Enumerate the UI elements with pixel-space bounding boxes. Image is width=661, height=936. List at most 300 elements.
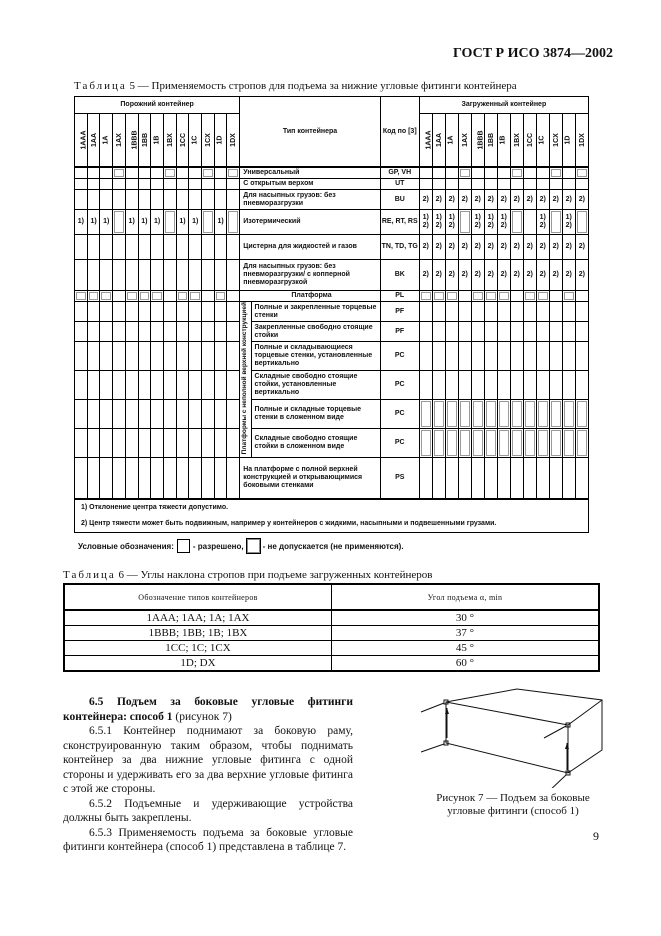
loaded-cell: [523, 371, 536, 400]
empty-cell: [151, 235, 164, 260]
loaded-cell: 2): [575, 190, 588, 210]
loaded-cell: [575, 167, 588, 179]
empty-cell: [125, 371, 138, 400]
loaded-container-header: Загруженный контейнер: [419, 97, 588, 114]
empty-cell: [100, 429, 113, 458]
empty-cell: [87, 322, 100, 342]
empty-cell: [163, 179, 176, 190]
loaded-cell: [458, 210, 471, 235]
table5-note-row: [75, 499, 589, 516]
loaded-cell: [510, 167, 523, 179]
empty-cell: 1): [138, 210, 151, 235]
column-header-loaded: [549, 114, 562, 168]
empty-cell: [214, 190, 227, 210]
empty-cell: [176, 371, 189, 400]
empty-cell: [87, 179, 100, 190]
empty-cell: [214, 371, 227, 400]
empty-cell: 1): [75, 210, 88, 235]
empty-cell: [163, 342, 176, 371]
empty-cell: [176, 429, 189, 458]
table-row: [75, 302, 589, 322]
loaded-cell: [458, 342, 471, 371]
container-lifting-illustration: [420, 688, 605, 788]
column-label: 1B: [153, 135, 161, 145]
container-code: TN, TD, TG: [380, 235, 419, 260]
empty-cell: [100, 322, 113, 342]
empty-cell: [163, 260, 176, 291]
loaded-cell: 2): [471, 190, 484, 210]
loaded-cell: 2): [510, 190, 523, 210]
empty-cell: [125, 302, 138, 322]
loaded-cell: [523, 167, 536, 179]
loaded-cell: [523, 429, 536, 458]
empty-cell: [75, 458, 88, 500]
loaded-cell: [432, 167, 445, 179]
empty-cell: [138, 179, 151, 190]
column-header-loaded: [432, 114, 445, 168]
empty-cell: [87, 400, 100, 429]
empty-cell: [189, 458, 202, 500]
loaded-cell: [432, 371, 445, 400]
container-code: PC: [380, 342, 419, 371]
figure-7-caption: [418, 792, 608, 818]
empty-cell: [125, 235, 138, 260]
empty-cell: [214, 458, 227, 500]
loaded-cell: [536, 322, 549, 342]
loaded-cell: [458, 322, 471, 342]
column-label: 1BBB: [477, 130, 485, 150]
empty-cell: [163, 458, 176, 500]
empty-cell: [176, 322, 189, 342]
table-row: [64, 626, 599, 641]
empty-cell: [75, 190, 88, 210]
empty-cell: [75, 400, 88, 429]
empty-cell: [151, 302, 164, 322]
empty-cell: [113, 179, 126, 190]
empty-cell: [75, 302, 88, 322]
empty-cell: [202, 179, 215, 190]
empty-cell: [176, 342, 189, 371]
empty-cell: [87, 260, 100, 291]
empty-cell: [202, 458, 215, 500]
empty-container-header: Порожний контейнер: [75, 97, 240, 114]
empty-cell: [151, 400, 164, 429]
section-6-5: [63, 695, 353, 855]
column-header-loaded: [523, 114, 536, 168]
empty-cell: [214, 167, 227, 179]
empty-cell: [202, 235, 215, 260]
platform-group-label: [240, 302, 251, 458]
loaded-cell: [497, 179, 510, 190]
empty-cell: [87, 342, 100, 371]
column-header-empty: [151, 114, 164, 168]
loaded-cell: [497, 429, 510, 458]
table-row: [75, 429, 589, 458]
empty-cell: [227, 291, 240, 302]
empty-cell: [176, 291, 189, 302]
empty-cell: [100, 400, 113, 429]
empty-cell: [163, 190, 176, 210]
empty-cell: [202, 190, 215, 210]
empty-cell: [125, 429, 138, 458]
column-header-loaded: [510, 114, 523, 168]
loaded-cell: [445, 291, 458, 302]
loaded-cell: [471, 302, 484, 322]
loaded-cell: [458, 458, 471, 500]
loaded-cell: 2): [575, 260, 588, 291]
loaded-cell: [536, 291, 549, 302]
table-row: [75, 260, 589, 291]
column-label: 1CX: [204, 133, 212, 147]
loaded-cell: [510, 322, 523, 342]
loaded-cell: [445, 342, 458, 371]
empty-cell: [87, 167, 100, 179]
loaded-cell: [484, 291, 497, 302]
loaded-cell: [510, 291, 523, 302]
table6-cell: 1D; DX: [64, 656, 332, 672]
empty-cell: [202, 302, 215, 322]
paragraph-6-5-2: 6.5.2 Подъемные и удерживающие устройства должны быть закреплены.: [63, 797, 353, 824]
loaded-cell: [471, 371, 484, 400]
empty-cell: [202, 260, 215, 291]
legend: [78, 539, 404, 553]
empty-cell: [151, 371, 164, 400]
empty-cell: [113, 429, 126, 458]
empty-cell: [75, 429, 88, 458]
container-type: Изотермический: [240, 210, 381, 235]
empty-cell: [227, 210, 240, 235]
loaded-cell: [458, 179, 471, 190]
loaded-cell: [549, 458, 562, 500]
loaded-cell: [419, 342, 432, 371]
loaded-cell: [484, 429, 497, 458]
loaded-cell: [484, 458, 497, 500]
loaded-cell: [523, 179, 536, 190]
standard-code: ГОСТ Р ИСО 3874—2002: [452, 46, 613, 61]
loaded-cell: [471, 342, 484, 371]
loaded-cell: [562, 322, 575, 342]
column-header-empty: [189, 114, 202, 168]
column-label: 1CC: [526, 132, 534, 148]
empty-cell: [151, 322, 164, 342]
loaded-cell: 2): [510, 235, 523, 260]
loaded-cell: 1) 2): [536, 210, 549, 235]
loaded-cell: 2): [549, 260, 562, 291]
container-type: На платформе с полной верхней конструкцией и открывающимися боковыми стенками: [240, 458, 381, 500]
empty-cell: [227, 400, 240, 429]
container-type: Закрепленные свободно стоящие стойки: [251, 322, 380, 342]
loaded-cell: [510, 400, 523, 429]
table-row: [64, 610, 599, 626]
table6-cell: 37 °: [332, 626, 600, 641]
loaded-cell: 1) 2): [562, 210, 575, 235]
empty-cell: [151, 458, 164, 500]
empty-cell: [125, 322, 138, 342]
loaded-cell: [497, 371, 510, 400]
empty-cell: [214, 322, 227, 342]
table-row: [75, 179, 589, 190]
empty-cell: [138, 322, 151, 342]
loaded-cell: [523, 322, 536, 342]
loaded-cell: 2): [419, 190, 432, 210]
container-code: PF: [380, 322, 419, 342]
table-row: [75, 322, 589, 342]
table6-header-angle: Угол подъема α, min: [332, 584, 600, 610]
footnote: 1) Отклонение центра тяжести допустимо.: [75, 499, 589, 516]
column-header-empty: [87, 114, 100, 168]
empty-cell: [163, 235, 176, 260]
empty-cell: [227, 190, 240, 210]
column-label: 1BX: [166, 133, 174, 147]
table5-note-row: [75, 516, 589, 533]
loaded-cell: 2): [549, 235, 562, 260]
column-header-loaded: [497, 114, 510, 168]
loaded-cell: [510, 302, 523, 322]
loaded-cell: [575, 429, 588, 458]
empty-cell: [75, 342, 88, 371]
empty-cell: [125, 190, 138, 210]
empty-cell: [163, 400, 176, 429]
empty-cell: [227, 371, 240, 400]
empty-cell: [138, 291, 151, 302]
loaded-cell: [536, 400, 549, 429]
empty-cell: [100, 190, 113, 210]
loaded-cell: [562, 458, 575, 500]
loaded-cell: [458, 291, 471, 302]
loaded-cell: [471, 322, 484, 342]
loaded-cell: [432, 458, 445, 500]
empty-cell: 1): [125, 210, 138, 235]
loaded-cell: [471, 167, 484, 179]
loaded-cell: [562, 167, 575, 179]
loaded-cell: 2): [523, 235, 536, 260]
empty-cell: [125, 260, 138, 291]
loaded-cell: [536, 458, 549, 500]
loaded-cell: [484, 302, 497, 322]
legend-allowed: - разрешено,: [192, 541, 244, 551]
column-header-empty: [125, 114, 138, 168]
loaded-cell: 2): [445, 190, 458, 210]
column-header-loaded: [419, 114, 432, 168]
column-header-empty: [163, 114, 176, 168]
empty-cell: [138, 190, 151, 210]
empty-cell: 1): [151, 210, 164, 235]
loaded-cell: 1) 2): [471, 210, 484, 235]
loaded-cell: [445, 429, 458, 458]
empty-cell: [176, 458, 189, 500]
empty-cell: [151, 167, 164, 179]
loaded-cell: [523, 342, 536, 371]
table-row: [75, 190, 589, 210]
empty-cell: [214, 429, 227, 458]
loaded-cell: [562, 400, 575, 429]
container-type: Цистерна для жидкостей и газов: [240, 235, 381, 260]
loaded-cell: 1) 2): [419, 210, 432, 235]
loaded-cell: [471, 179, 484, 190]
loaded-cell: 2): [562, 235, 575, 260]
loaded-cell: [549, 179, 562, 190]
loaded-cell: [471, 429, 484, 458]
loaded-cell: [575, 291, 588, 302]
loaded-cell: [549, 322, 562, 342]
column-header-loaded: [484, 114, 497, 168]
loaded-cell: [562, 302, 575, 322]
loaded-cell: 2): [458, 235, 471, 260]
loaded-cell: 2): [484, 260, 497, 291]
empty-cell: [75, 260, 88, 291]
column-label: 1AX: [461, 133, 469, 147]
empty-cell: [138, 371, 151, 400]
empty-cell: [151, 429, 164, 458]
table6-caption-text: 6 — Углы наклона стропов при подъеме загруженных контейнеров: [115, 569, 433, 581]
table-row: [75, 458, 589, 500]
loaded-cell: [562, 179, 575, 190]
empty-cell: [138, 167, 151, 179]
column-label: 1D: [564, 135, 572, 145]
table6-cell: 1CC; 1C; 1CX: [64, 641, 332, 656]
empty-cell: [75, 291, 88, 302]
empty-cell: [113, 400, 126, 429]
loaded-cell: 1) 2): [432, 210, 445, 235]
loaded-cell: [562, 291, 575, 302]
loaded-cell: [458, 429, 471, 458]
table-row: [75, 167, 589, 179]
loaded-cell: 2): [562, 260, 575, 291]
loaded-cell: [575, 302, 588, 322]
empty-cell: [151, 291, 164, 302]
empty-cell: [125, 167, 138, 179]
loaded-cell: [523, 302, 536, 322]
loaded-cell: [432, 291, 445, 302]
empty-cell: 1): [189, 210, 202, 235]
empty-cell: [100, 260, 113, 291]
empty-cell: [176, 400, 189, 429]
loaded-cell: 2): [471, 235, 484, 260]
empty-cell: [214, 400, 227, 429]
loaded-cell: [562, 342, 575, 371]
empty-cell: [151, 342, 164, 371]
loaded-cell: 2): [510, 260, 523, 291]
loaded-cell: [445, 371, 458, 400]
loaded-cell: [510, 458, 523, 500]
container-type: Полные и складные торцевые стенки в сложенном виде: [251, 400, 380, 429]
loaded-cell: [419, 400, 432, 429]
container-code: RE, RT, RS: [380, 210, 419, 235]
loaded-cell: [549, 429, 562, 458]
loaded-cell: [419, 302, 432, 322]
empty-cell: [113, 190, 126, 210]
loaded-cell: [536, 167, 549, 179]
empty-cell: [125, 458, 138, 500]
loaded-cell: 2): [497, 235, 510, 260]
table-6: [63, 583, 600, 672]
container-type: Полные и закрепленные торцевые стенки: [251, 302, 380, 322]
column-header-loaded: [471, 114, 484, 168]
container-type: Для насыпных грузов: без пневморазгрузки/ с копперной пневморазгрузкой: [240, 260, 381, 291]
empty-cell: [113, 458, 126, 500]
empty-cell: [189, 291, 202, 302]
empty-cell: [75, 235, 88, 260]
loaded-cell: 2): [432, 190, 445, 210]
empty-cell: [87, 291, 100, 302]
loaded-cell: [484, 179, 497, 190]
loaded-cell: 1) 2): [497, 210, 510, 235]
column-header-loaded: [536, 114, 549, 168]
column-label: 1BB: [141, 132, 149, 148]
empty-cell: [75, 167, 88, 179]
container-code: BK: [380, 260, 419, 291]
table5-header-row: [75, 97, 589, 114]
empty-cell: [163, 302, 176, 322]
empty-cell: [214, 235, 227, 260]
paragraph-6-5-3: 6.5.3 Применяемость подъема за боковые угловые фитинги контейнера (способ 1) представлена в таблице 7.: [63, 826, 353, 853]
empty-cell: [100, 302, 113, 322]
loaded-cell: [471, 400, 484, 429]
empty-cell: [163, 167, 176, 179]
table5-caption: [74, 80, 517, 92]
loaded-cell: [549, 400, 562, 429]
empty-cell: [138, 302, 151, 322]
loaded-cell: [549, 210, 562, 235]
loaded-cell: [484, 371, 497, 400]
empty-cell: [189, 302, 202, 322]
loaded-cell: 2): [575, 235, 588, 260]
loaded-cell: [419, 179, 432, 190]
empty-cell: [125, 179, 138, 190]
loaded-cell: [432, 322, 445, 342]
loaded-cell: [549, 302, 562, 322]
empty-cell: [214, 291, 227, 302]
empty-cell: [75, 179, 88, 190]
column-label: 1C: [538, 135, 546, 145]
empty-cell: [189, 400, 202, 429]
column-label: 1BBB: [131, 130, 139, 150]
loaded-cell: [445, 302, 458, 322]
empty-cell: [125, 400, 138, 429]
empty-cell: [138, 429, 151, 458]
container-code: PS: [380, 458, 419, 500]
empty-cell: 1): [100, 210, 113, 235]
loaded-cell: [497, 400, 510, 429]
loaded-cell: 2): [536, 235, 549, 260]
loaded-cell: [497, 458, 510, 500]
loaded-cell: [536, 429, 549, 458]
empty-cell: [87, 371, 100, 400]
loaded-cell: [497, 342, 510, 371]
type-header: Тип контейнера: [240, 97, 381, 168]
loaded-cell: [510, 429, 523, 458]
table-row: [75, 235, 589, 260]
loaded-cell: [458, 371, 471, 400]
empty-cell: [87, 190, 100, 210]
loaded-cell: 2): [536, 190, 549, 210]
loaded-cell: 2): [536, 260, 549, 291]
column-label: 1C: [191, 135, 199, 145]
container-type: Складные свободно стоящие стойки в сложенном виде: [251, 429, 380, 458]
section-heading-bold: 6.5 Подъем за боковые угловые фитинги контейнера: способ 1: [63, 696, 353, 723]
empty-cell: [176, 235, 189, 260]
container-type: Платформа: [240, 291, 381, 302]
empty-cell: [151, 190, 164, 210]
loaded-cell: [419, 291, 432, 302]
empty-cell: [189, 190, 202, 210]
container-code: PC: [380, 400, 419, 429]
loaded-cell: [536, 342, 549, 371]
table5-caption-prefix: Таблица: [74, 80, 127, 92]
empty-cell: [113, 210, 126, 235]
empty-cell: [176, 167, 189, 179]
empty-cell: [202, 400, 215, 429]
